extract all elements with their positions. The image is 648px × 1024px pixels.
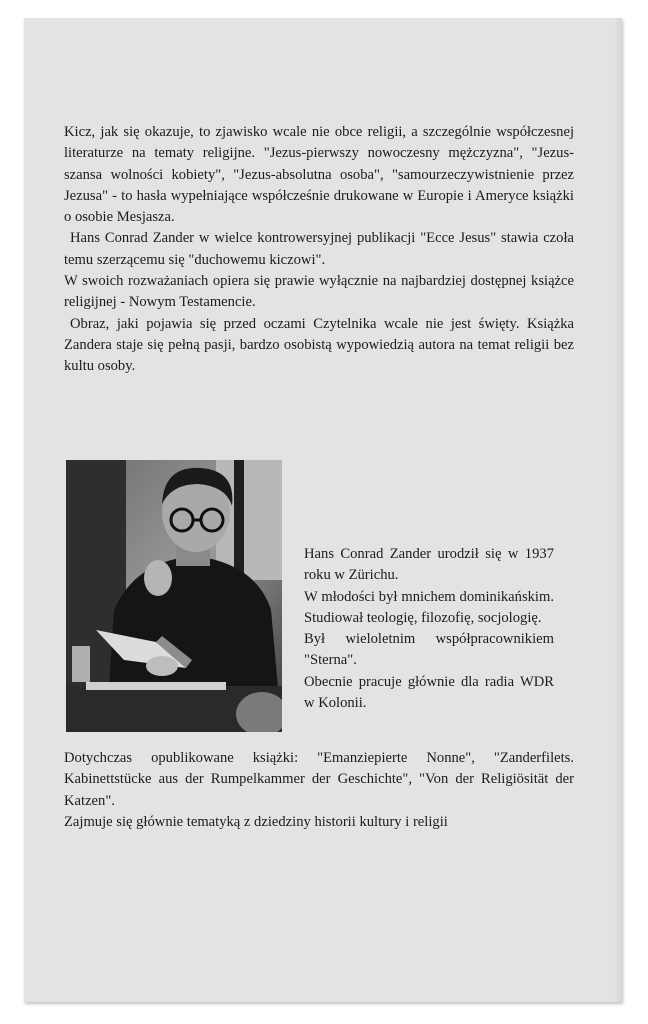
bio-line: Obecnie pracuje głównie dla radia WDR w Kolonii. <box>304 673 554 712</box>
cover-edge-shadow <box>614 18 622 1002</box>
author-photo <box>66 460 282 732</box>
bio-line: Hans Conrad Zander urodził się w 1937 roku w Zürichu. <box>304 546 554 584</box>
author-bio-block <box>304 544 554 714</box>
description-paragraph: Obraz, jaki pojawia się przed oczami Czytelnika wcale nie jest święty. Książka Zandera staje się pełną pasji, bardzo osobistą wypowiedzią autora na temat religii bez kultu osoby. <box>64 315 574 375</box>
publications-block <box>64 748 574 833</box>
description-paragraph: Hans Conrad Zander w wielce kontrowersyjnej publikacji "Ecce Jesus" stawia czoła temu szerzącemu się "duchowemu kiczowi". <box>64 230 574 268</box>
publications-paragraph: Dotychczas opublikowane książki: "Emanziepierte Nonne", "Zanderfilets. Kabinettstücke aus der Rumpelkammer der Geschichte", "Von der Religiösität der Katzen". <box>64 750 574 809</box>
description-paragraph: Kicz, jak się okazuje, to zjawisko wcale nie obce religii, a szczególnie współczesnej literaturze na tematy religijne. "Jezus-pierwszy nowoczesny mężczyzna", "Jezus-szansa wolności kobiety", "Jezus-absolutna osoba", "samourzeczywistnienie przez Jezusa" - to hasła wypełniające współcześnie drukowane w Europie i Ameryce książki o osobie Mesjasza. <box>64 124 574 226</box>
description-block <box>64 122 574 378</box>
publications-paragraph: Zajmuje się głównie tematyką z dziedziny historii kultury i religii <box>64 813 448 830</box>
description-paragraph: W swoich rozważaniach opiera się prawie wyłącznie na najbardziej dostępnej książce religijnej - Nowym Testamencie. <box>64 273 574 311</box>
bio-line: Był wieloletnim współpracownikiem "Sterna". <box>304 631 554 669</box>
author-photo-graphic <box>66 460 282 732</box>
bio-line: W młodości był mnichem dominikańskim. Studiował teologię, filozofię, socjologię. <box>304 588 554 626</box>
